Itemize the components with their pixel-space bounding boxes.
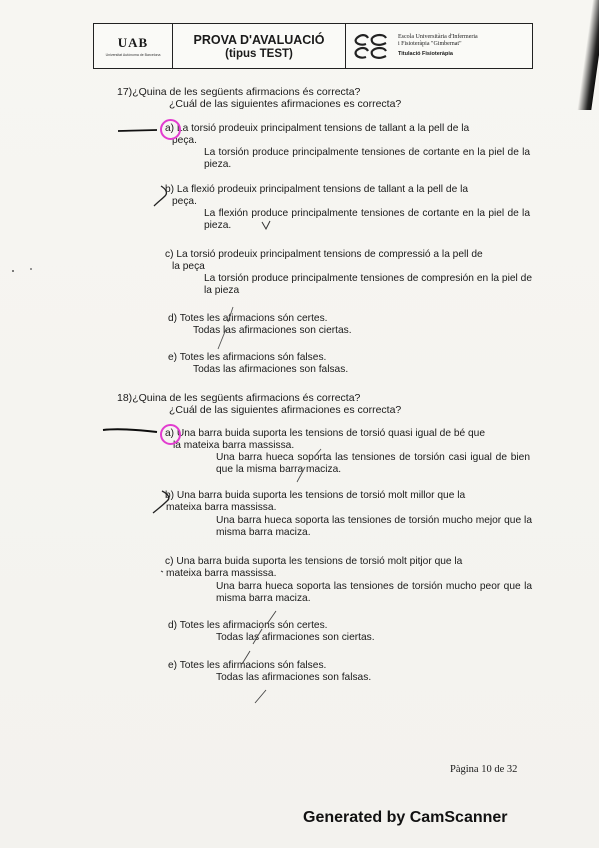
- q18-option-c-ca-line2: mateixa barra massissa.: [166, 568, 277, 579]
- q17-option-c-letter: c): [165, 249, 174, 260]
- q17-text-ca: ¿Quina de les següents afirmacions és correcta?: [132, 86, 361, 98]
- page-number: Pàgina 10 de 32: [450, 764, 518, 775]
- q18-option-a-letter: a): [165, 428, 175, 439]
- q17-option-d-es: Todas las afirmaciones son ciertas.: [193, 325, 352, 336]
- q17-option-b-letter: b): [165, 184, 175, 195]
- school-degree: Titulació Fisioteràpia: [398, 51, 453, 57]
- q18-option-d-es: Todas las afirmaciones son ciertas.: [216, 632, 375, 643]
- q17-option-c-ca-line1: La torsió prodeuix principalment tensions de compressió a la pell de: [176, 249, 483, 260]
- q18-question-es: ¿Cuál de las siguientes afirmaciones es correcta?: [169, 404, 402, 416]
- q18a-pen-slash-2: [297, 467, 305, 482]
- q18-option-b-es: Una barra hueca soporta las tensiones de torsión mucho mejor que la misma barra maciza.: [216, 515, 532, 538]
- q18-option-e-letter: e): [168, 660, 178, 671]
- q18-option-a-es: Una barra hueca soporta las tensiones de torsión casi igual de bien que la misma barra maciza.: [216, 452, 530, 475]
- school-line-2: i Fisioteràpia "Gimbernat": [398, 41, 462, 47]
- exam-title: PROVA D'AVALUACIÓ: [193, 32, 325, 47]
- q18-option-e-es: Todas las afirmaciones son falsas.: [216, 672, 372, 683]
- q17-option-b-ca-line1: La flexió prodeuix principalment tensions de tallant a la pell de la: [176, 184, 468, 195]
- q18-option-b-ca-line1: Una barra buida suporta les tensions de torsió molt millor que la: [176, 490, 466, 501]
- q18-option-d-letter: d): [168, 620, 178, 631]
- q18-option-a-ca-line2: la mateixa barra massissa.: [173, 440, 295, 451]
- q17b-check-mark: [262, 221, 270, 229]
- school-line-1: Escola Universitària d'Infermeria: [398, 34, 478, 40]
- q17-option-c-es: La torsión produce principalmente tensiones de compresión en la piel de la pieza: [204, 273, 532, 296]
- q17-option-b-ca-line2: peça.: [172, 196, 197, 207]
- q17-question-es: ¿Cuál de las siguientes afirmaciones es correcta?: [169, 98, 402, 110]
- uab-logo-text: UAB: [117, 35, 149, 50]
- q18-number: 18): [117, 392, 133, 404]
- q17-option-a-es: La torsión produce principalmente tensiones de cortante en la piel de la pieza.: [204, 147, 530, 170]
- q17-option-c-ca-line2: la peça: [172, 261, 205, 272]
- q17-option-e-letter: e): [168, 352, 178, 363]
- q17-option-b-es: La flexión produce principalmente tensiones de cortante en la piel de la pieza.: [204, 208, 530, 231]
- q18-option-c-ca-line1: Una barra buida suporta les tensions de torsió molt pitjor que la: [176, 556, 463, 567]
- uab-logo-subtext: Universitat Autònoma de Barcelona: [105, 53, 161, 57]
- q17d-pen-slash: [218, 307, 233, 349]
- q18-text-ca: ¿Quina de les següents afirmacions és correcta?: [132, 392, 361, 404]
- camscanner-watermark: Generated by CamScanner: [303, 809, 508, 826]
- q18e-pen-slash: [255, 690, 266, 703]
- q18-option-c-letter: c): [165, 556, 174, 567]
- q17-option-a-letter: a): [165, 123, 175, 134]
- q18d-pen-slash: [242, 611, 276, 664]
- q17-option-e-es: Todas las afirmaciones son falsas.: [193, 364, 349, 375]
- q17-option-d-letter: d): [168, 313, 178, 324]
- q17-pen-dash: [118, 130, 157, 131]
- q18-option-d-ca-text: Totes les afirmacions són certes.: [179, 620, 328, 631]
- q17-option-d-ca-text: Totes les afirmacions són certes.: [179, 313, 328, 324]
- q18-option-c-es: Una barra hueca soporta las tensiones de torsión mucho peor que la misma barra maciza.: [216, 581, 532, 604]
- q18b-pen-mark: [153, 491, 169, 513]
- q17-option-a-ca-line2: peça.: [172, 135, 197, 146]
- q18c-pen-dot: [161, 571, 163, 572]
- q18-option-e-ca-text: Totes les afirmacions són falses.: [179, 660, 327, 671]
- exam-subtitle: (tipus TEST): [225, 47, 293, 60]
- q18a-pen-slash: [315, 449, 321, 456]
- q17-number: 17): [117, 86, 133, 98]
- q17-option-a-ca-line1: La torsió prodeuix principalment tensions de tallant a la pell de la: [176, 123, 470, 134]
- scan-speck: [12, 270, 14, 272]
- q18-option-b-letter: b): [165, 490, 175, 501]
- q18-option-a-ca-line1: Una barra buida suporta les tensions de torsió quasi igual de bé que: [176, 428, 485, 439]
- q18-pen-dash: [103, 429, 157, 432]
- q18-option-b-ca-line2: mateixa barra massissa.: [166, 502, 277, 513]
- q17-option-e-ca-text: Totes les afirmacions són falses.: [179, 352, 327, 363]
- q17b-pen-mark: [154, 186, 166, 206]
- scan-speck: [30, 268, 32, 270]
